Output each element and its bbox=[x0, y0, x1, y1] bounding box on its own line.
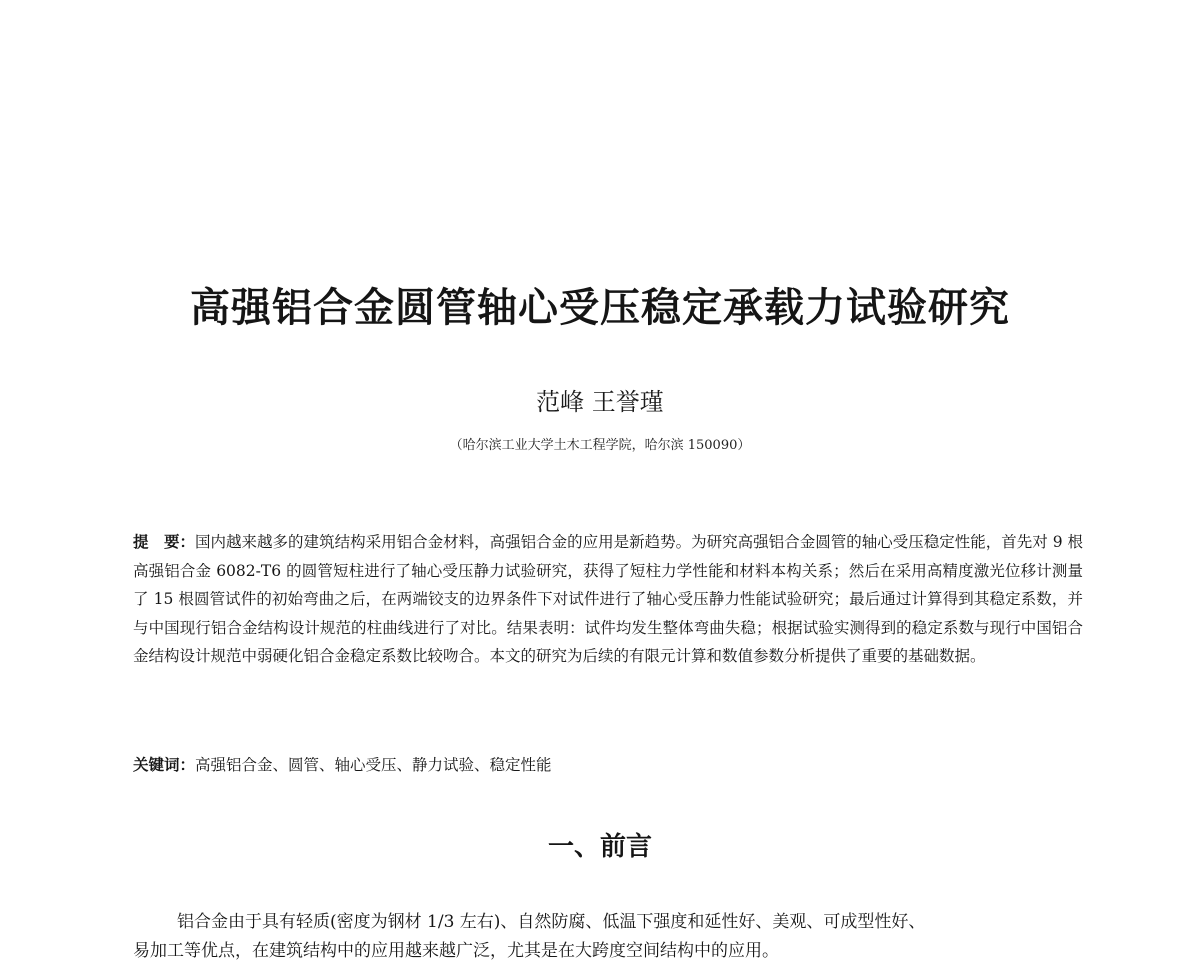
abstract-text: 国内越来越多的建筑结构采用铝合金材料，高强铝合金的应用是新趋势。为研究高强铝合金圆管的轴心受压稳定性能，首先对 9 根高强铝合金 6082-T6 的圆管短柱进行了轴心受压静力试验研究，获得了短柱力学性能和材料本构关系；然后在采用高精度激光位移计测量了 15 根圆管试件的初始弯曲之后，在两端铰支的边界条件下对试件进行了轴心受压静力性能试验研究；最后通过计算得到其稳定系数，并与中国现行铝合金结构设计规范的柱曲线进行了对比。结果表明：试件均发生整体弯曲失稳；根据试验实测得到的稳定系数与现行中国铝合金结构设计规范中弱硬化铝合金稳定系数比较吻合。本文的研究为后续的有限元计算和数值参数分析提供了重要的基础数据。 bbox=[133, 533, 1083, 665]
keywords bbox=[133, 752, 1083, 778]
keywords-text: 高强铝合金、圆管、轴心受压、静力试验、稳定性能 bbox=[195, 756, 552, 774]
section-heading-introduction: 一、前言 bbox=[547, 832, 652, 862]
keywords-label: 关键词： bbox=[133, 756, 196, 774]
body-paragraph-line-2: 易加工等优点，在建筑结构中的应用越来越广泛，尤其是在大跨度空间结构中的应用。 bbox=[133, 941, 779, 961]
abstract-label: 提 要： bbox=[133, 533, 196, 551]
paper-title: 高强铝合金圆管轴心受压稳定承载力试验研究 bbox=[190, 285, 1010, 331]
paper-authors: 范峰 王誉瑾 bbox=[536, 388, 664, 416]
author-affiliation: （哈尔滨工业大学土木工程学院，哈尔滨 150090） bbox=[449, 438, 751, 453]
abstract bbox=[133, 528, 1083, 671]
body-paragraph-line-1: 铝合金由于具有轻质(密度为钢材 1/3 左右)、自然防腐、低温下强度和延性好、美观、可成型性好、 bbox=[177, 912, 926, 932]
